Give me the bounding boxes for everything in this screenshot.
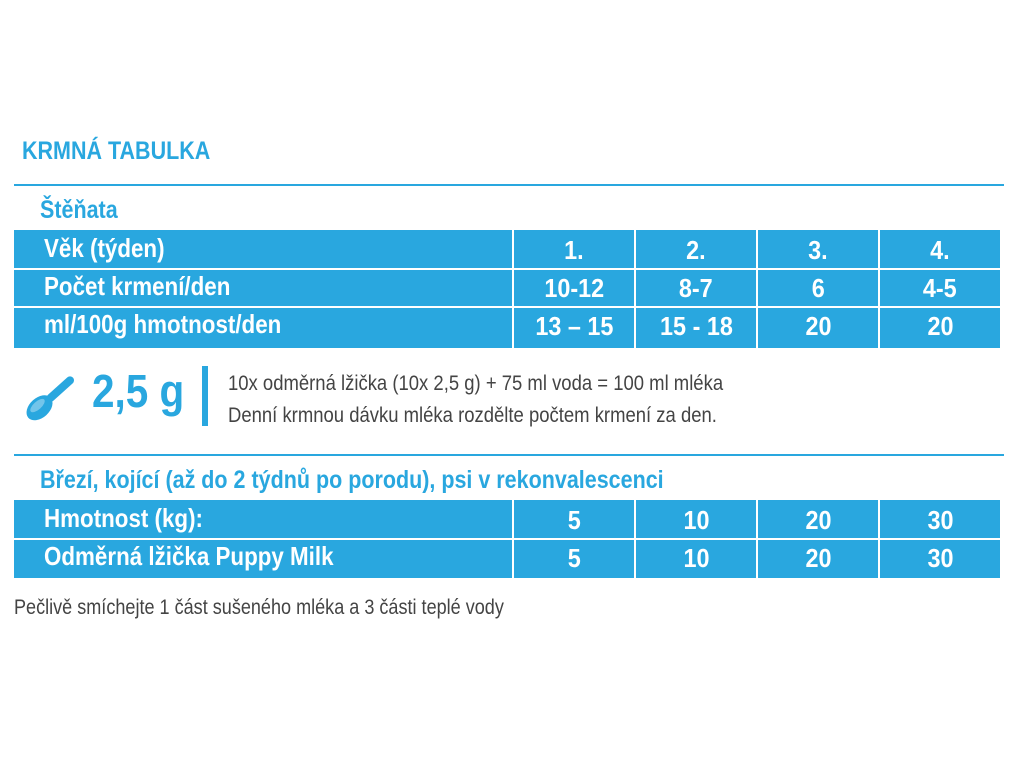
cell-value: 2.: [686, 235, 706, 265]
column-divider: [756, 500, 758, 578]
table-cell: [880, 268, 1000, 306]
table-cell: [758, 500, 878, 538]
pregnant-heading: Březí, kojící (až do 2 týdnů po porodu), psi v rekonvalescenci: [40, 466, 664, 494]
cell-value: 20: [804, 543, 832, 573]
table-row: [14, 538, 1000, 576]
row-label-text: ml/100g hmotnost/den: [44, 309, 282, 339]
row-label: [44, 306, 320, 344]
dose-divider: [202, 366, 208, 426]
cell-value: 4.: [930, 235, 950, 265]
puppies-table: [14, 230, 1000, 348]
table-cell: [758, 538, 878, 576]
row-label-text: Počet krmení/den: [44, 271, 231, 301]
cell-value: 10: [682, 505, 710, 535]
table-cell: [636, 230, 756, 268]
table-cell: [636, 538, 756, 576]
cell-value: 20: [926, 311, 954, 341]
column-divider: [634, 230, 636, 348]
row-label: [44, 500, 229, 538]
cell-value: 15 - 18: [659, 311, 733, 341]
mixing-instruction: Pečlivě smíchejte 1 část sušeného mléka a 3 části teplé vody: [14, 596, 504, 619]
table-row: [14, 230, 1000, 268]
cell-value: 30: [926, 505, 954, 535]
cell-value: 5: [567, 505, 581, 535]
row-label: [44, 538, 381, 576]
table-cell: [636, 500, 756, 538]
cell-value: 6: [811, 273, 825, 303]
dose-instruction-2: Denní krmnou dávku mléka rozdělte počtem krmení za den.: [228, 404, 717, 427]
table-cell: [514, 500, 634, 538]
table-cell: [514, 268, 634, 306]
column-divider: [878, 230, 880, 348]
table-cell: [758, 268, 878, 306]
row-label-text: Hmotnost (kg):: [44, 503, 203, 533]
table-row: [14, 306, 1000, 344]
cell-value: 20: [804, 311, 832, 341]
table-cell: [880, 306, 1000, 344]
column-divider: [878, 500, 880, 578]
table-cell: [636, 268, 756, 306]
cell-value: 20: [804, 505, 832, 535]
row-label: [44, 268, 261, 306]
column-divider: [756, 230, 758, 348]
dose-instruction-1: 10x odměrná lžička (10x 2,5 g) + 75 ml voda = 100 ml mléka: [228, 372, 724, 395]
table-cell: [880, 230, 1000, 268]
puppies-heading: Štěňata: [40, 196, 118, 224]
dose-amount: 2,5 g: [92, 365, 185, 417]
table-cell: [758, 230, 878, 268]
measuring-spoon-icon: [18, 364, 82, 430]
table-cell: [880, 500, 1000, 538]
row-label-text: Věk (týden): [44, 233, 165, 263]
cell-value: 8-7: [679, 273, 713, 303]
column-divider: [634, 500, 636, 578]
cell-value: 5: [567, 543, 581, 573]
cell-value: 30: [926, 543, 954, 573]
row-label-text: Odměrná lžička Puppy Milk: [44, 541, 334, 571]
table-cell: [758, 306, 878, 344]
cell-value: 1.: [564, 235, 584, 265]
cell-value: 3.: [808, 235, 828, 265]
table-cell: [880, 538, 1000, 576]
middle-divider: [14, 454, 1004, 456]
cell-value: 10: [682, 543, 710, 573]
row-label: [44, 230, 184, 268]
cell-value: 4-5: [923, 273, 957, 303]
table-row: [14, 500, 1000, 538]
page-title: KRMNÁ TABULKA: [22, 137, 211, 165]
top-divider: [14, 184, 1004, 186]
table-cell: [514, 230, 634, 268]
cell-value: 10-12: [544, 273, 604, 303]
table-cell: [514, 306, 634, 344]
table-row: [14, 268, 1000, 306]
column-divider: [512, 230, 514, 348]
table-cell: [636, 306, 756, 344]
table-cell: [514, 538, 634, 576]
pregnant-table: [14, 500, 1000, 578]
cell-value: 13 – 15: [534, 311, 614, 341]
column-divider: [512, 500, 514, 578]
